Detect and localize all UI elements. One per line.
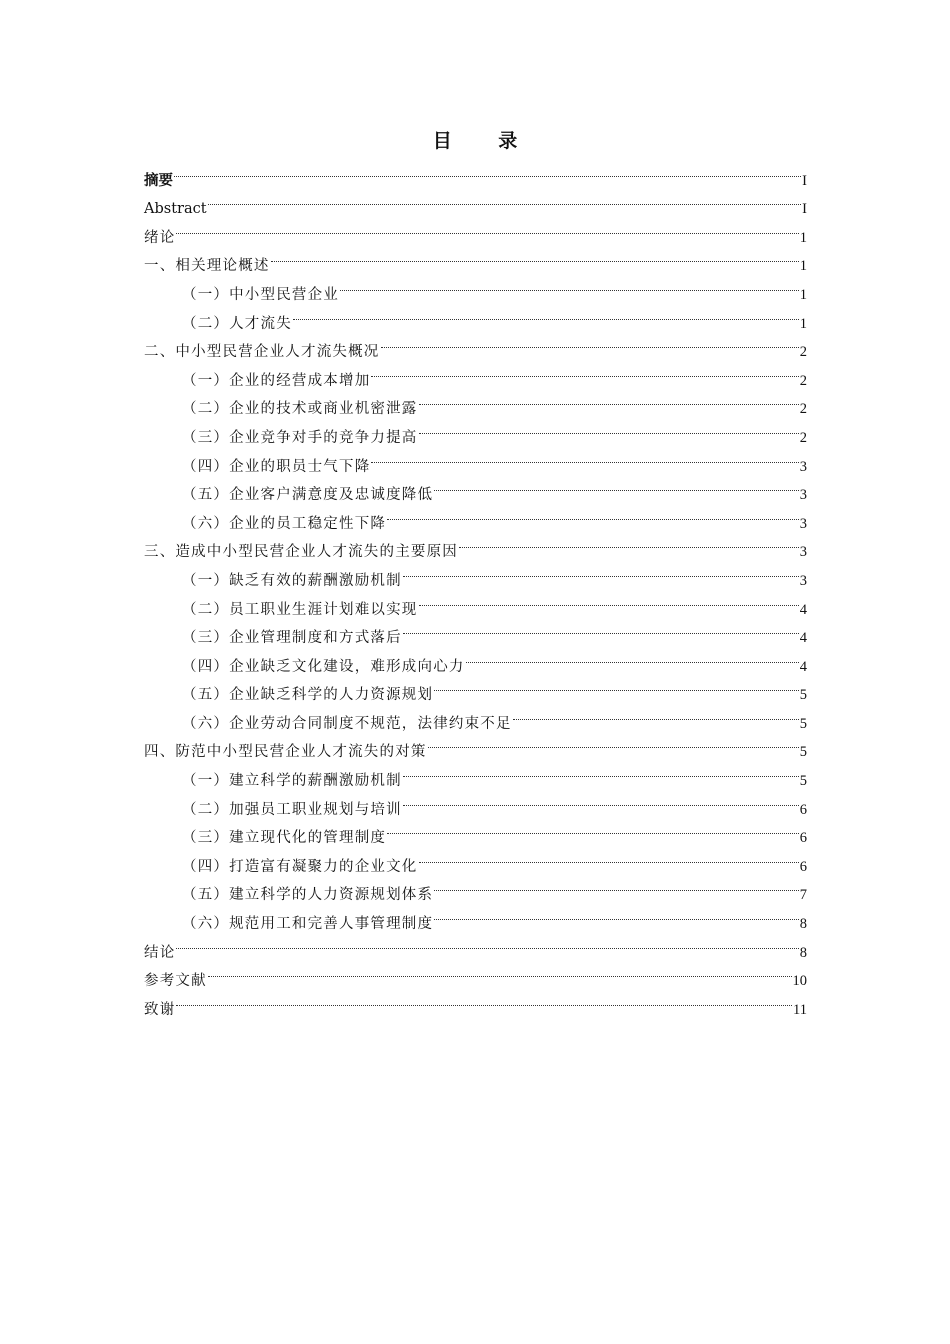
toc-dot-leader bbox=[208, 957, 792, 986]
toc-dot-leader bbox=[381, 328, 799, 357]
toc-dot-leader bbox=[176, 985, 792, 1014]
toc-entry-page-number: 3 bbox=[799, 487, 807, 504]
toc-entry-label: 结论 bbox=[144, 944, 176, 961]
toc-entry-page-number: 3 bbox=[799, 572, 807, 589]
toc-entry-label: （二）加强员工职业规划与培训 bbox=[182, 801, 402, 818]
toc-dot-leader bbox=[434, 871, 799, 900]
toc-entry-label: （四）企业缺乏文化建设，难形成向心力 bbox=[182, 658, 465, 675]
toc-entry[interactable] bbox=[144, 242, 807, 275]
toc-entry-page-number: 3 bbox=[799, 544, 807, 561]
toc-entry-page-number: 1 bbox=[799, 315, 807, 332]
toc-entry[interactable] bbox=[144, 213, 807, 246]
toc-entry-label: （一）缺乏有效的薪酬激励机制 bbox=[182, 572, 402, 589]
toc-entry-page-number: 7 bbox=[799, 887, 807, 904]
toc-entry[interactable] bbox=[144, 928, 807, 961]
toc-dot-leader bbox=[271, 242, 799, 271]
toc-entry-page-number: 6 bbox=[799, 801, 807, 818]
toc-dot-leader bbox=[419, 413, 799, 442]
toc-dot-leader bbox=[387, 499, 799, 528]
toc-entry-label: （一）建立科学的薪酬激励机制 bbox=[182, 773, 402, 790]
toc-dot-leader bbox=[434, 671, 799, 700]
toc-entry-page-number: 8 bbox=[799, 944, 807, 961]
toc-entry-page-number: 1 bbox=[799, 286, 807, 303]
toc-dot-leader bbox=[459, 528, 799, 557]
toc-dot-leader bbox=[419, 842, 799, 871]
toc-entry-label: 二、中小型民营企业人才流失概况 bbox=[144, 344, 380, 361]
toc-entry-label: （二）员工职业生涯计划难以实现 bbox=[182, 601, 418, 618]
toc-entry-page-number: 11 bbox=[793, 1001, 807, 1018]
toc-dot-leader bbox=[340, 270, 799, 299]
toc-entry[interactable] bbox=[144, 185, 807, 218]
toc-dot-leader bbox=[466, 642, 799, 671]
toc-entry-label: 摘要 bbox=[144, 171, 173, 189]
toc-dot-leader bbox=[293, 299, 799, 328]
toc-entry-page-number: 2 bbox=[799, 372, 807, 389]
toc-entry[interactable] bbox=[144, 156, 807, 189]
toc-dot-leader bbox=[176, 213, 798, 242]
toc-entry-page-number: 3 bbox=[799, 515, 807, 532]
toc-dot-leader bbox=[434, 471, 799, 500]
toc-entry-page-number: 8 bbox=[799, 916, 807, 933]
toc-dot-leader bbox=[403, 614, 799, 643]
toc-entry-page-number: 1 bbox=[799, 258, 807, 275]
toc-entry-page-number: I bbox=[802, 201, 807, 218]
toc-entry-label: （五）建立科学的人力资源规划体系 bbox=[182, 887, 434, 904]
toc-entry-page-number: 4 bbox=[799, 601, 807, 618]
toc-entry-label: 致谢 bbox=[144, 1001, 176, 1018]
toc-entry[interactable] bbox=[144, 985, 807, 1018]
toc-dot-leader bbox=[387, 814, 799, 843]
toc-dot-leader bbox=[371, 356, 798, 385]
toc-dot-leader bbox=[419, 385, 799, 414]
toc-title: 目 录 bbox=[432, 130, 538, 152]
toc-dot-leader bbox=[403, 556, 799, 585]
toc-entry-page-number: 4 bbox=[799, 630, 807, 647]
toc-entry-label: （六）企业的员工稳定性下降 bbox=[182, 515, 387, 532]
toc-entry-label: 三、造成中小型民营企业人才流失的主要原因 bbox=[144, 544, 458, 561]
toc-dot-leader bbox=[403, 785, 799, 814]
toc-entry-label: 一、相关理论概述 bbox=[144, 258, 270, 275]
toc-entry-label: （四）打造富有凝聚力的企业文化 bbox=[182, 858, 418, 875]
toc-dot-leader bbox=[403, 756, 799, 785]
toc-entry-label: （三）企业管理制度和方式落后 bbox=[182, 630, 402, 647]
toc-entry-page-number: 2 bbox=[799, 401, 807, 418]
toc-entry-page-number: 10 bbox=[792, 973, 807, 990]
toc-dot-leader bbox=[419, 585, 799, 614]
table-of-contents bbox=[144, 156, 807, 1018]
toc-entry-page-number: 4 bbox=[799, 658, 807, 675]
toc-entry-label: Abstract bbox=[144, 201, 207, 218]
toc-dot-leader bbox=[428, 728, 799, 757]
toc-entry-label: 四、防范中小型民营企业人才流失的对策 bbox=[144, 744, 427, 761]
toc-entry-label: （四）企业的职员士气下降 bbox=[182, 458, 371, 475]
toc-entry-page-number: I bbox=[802, 172, 807, 189]
toc-entry-label: （五）企业缺乏科学的人力资源规划 bbox=[182, 687, 434, 704]
toc-entry-label: （一）企业的经营成本增加 bbox=[182, 372, 371, 389]
toc-entry-label: （五）企业客户满意度及忠诚度降低 bbox=[182, 487, 434, 504]
toc-entry-label: （一）中小型民营企业 bbox=[182, 286, 339, 303]
toc-entry-label: （六）企业劳动合同制度不规范，法律约束不足 bbox=[182, 715, 512, 732]
toc-entry-page-number: 5 bbox=[799, 715, 807, 732]
toc-entry-page-number: 1 bbox=[799, 229, 807, 246]
toc-entry-page-number: 3 bbox=[799, 458, 807, 475]
toc-entry-page-number: 2 bbox=[799, 344, 807, 361]
toc-entry-page-number: 6 bbox=[799, 858, 807, 875]
toc-dot-leader bbox=[513, 699, 799, 728]
toc-entry-label: （三）企业竞争对手的竞争力提高 bbox=[182, 429, 418, 446]
toc-entry-label: 参考文献 bbox=[144, 973, 207, 990]
toc-entry-label: （二）人才流失 bbox=[182, 315, 292, 332]
toc-dot-leader bbox=[434, 899, 799, 928]
toc-entry-label: （三）建立现代化的管理制度 bbox=[182, 830, 387, 847]
toc-entry-page-number: 6 bbox=[799, 830, 807, 847]
toc-entry-page-number: 2 bbox=[799, 429, 807, 446]
toc-entry-page-number: 5 bbox=[799, 687, 807, 704]
toc-dot-leader bbox=[176, 928, 798, 957]
toc-dot-leader bbox=[174, 156, 801, 185]
toc-entry-label: （二）企业的技术或商业机密泄露 bbox=[182, 401, 418, 418]
toc-entry[interactable] bbox=[144, 957, 807, 990]
toc-entry-label: 绪论 bbox=[144, 229, 176, 246]
toc-dot-leader bbox=[371, 442, 798, 471]
toc-entry-page-number: 5 bbox=[799, 744, 807, 761]
toc-entry-page-number: 5 bbox=[799, 773, 807, 790]
toc-dot-leader bbox=[208, 185, 802, 214]
toc-entry-label: （六）规范用工和完善人事管理制度 bbox=[182, 916, 434, 933]
